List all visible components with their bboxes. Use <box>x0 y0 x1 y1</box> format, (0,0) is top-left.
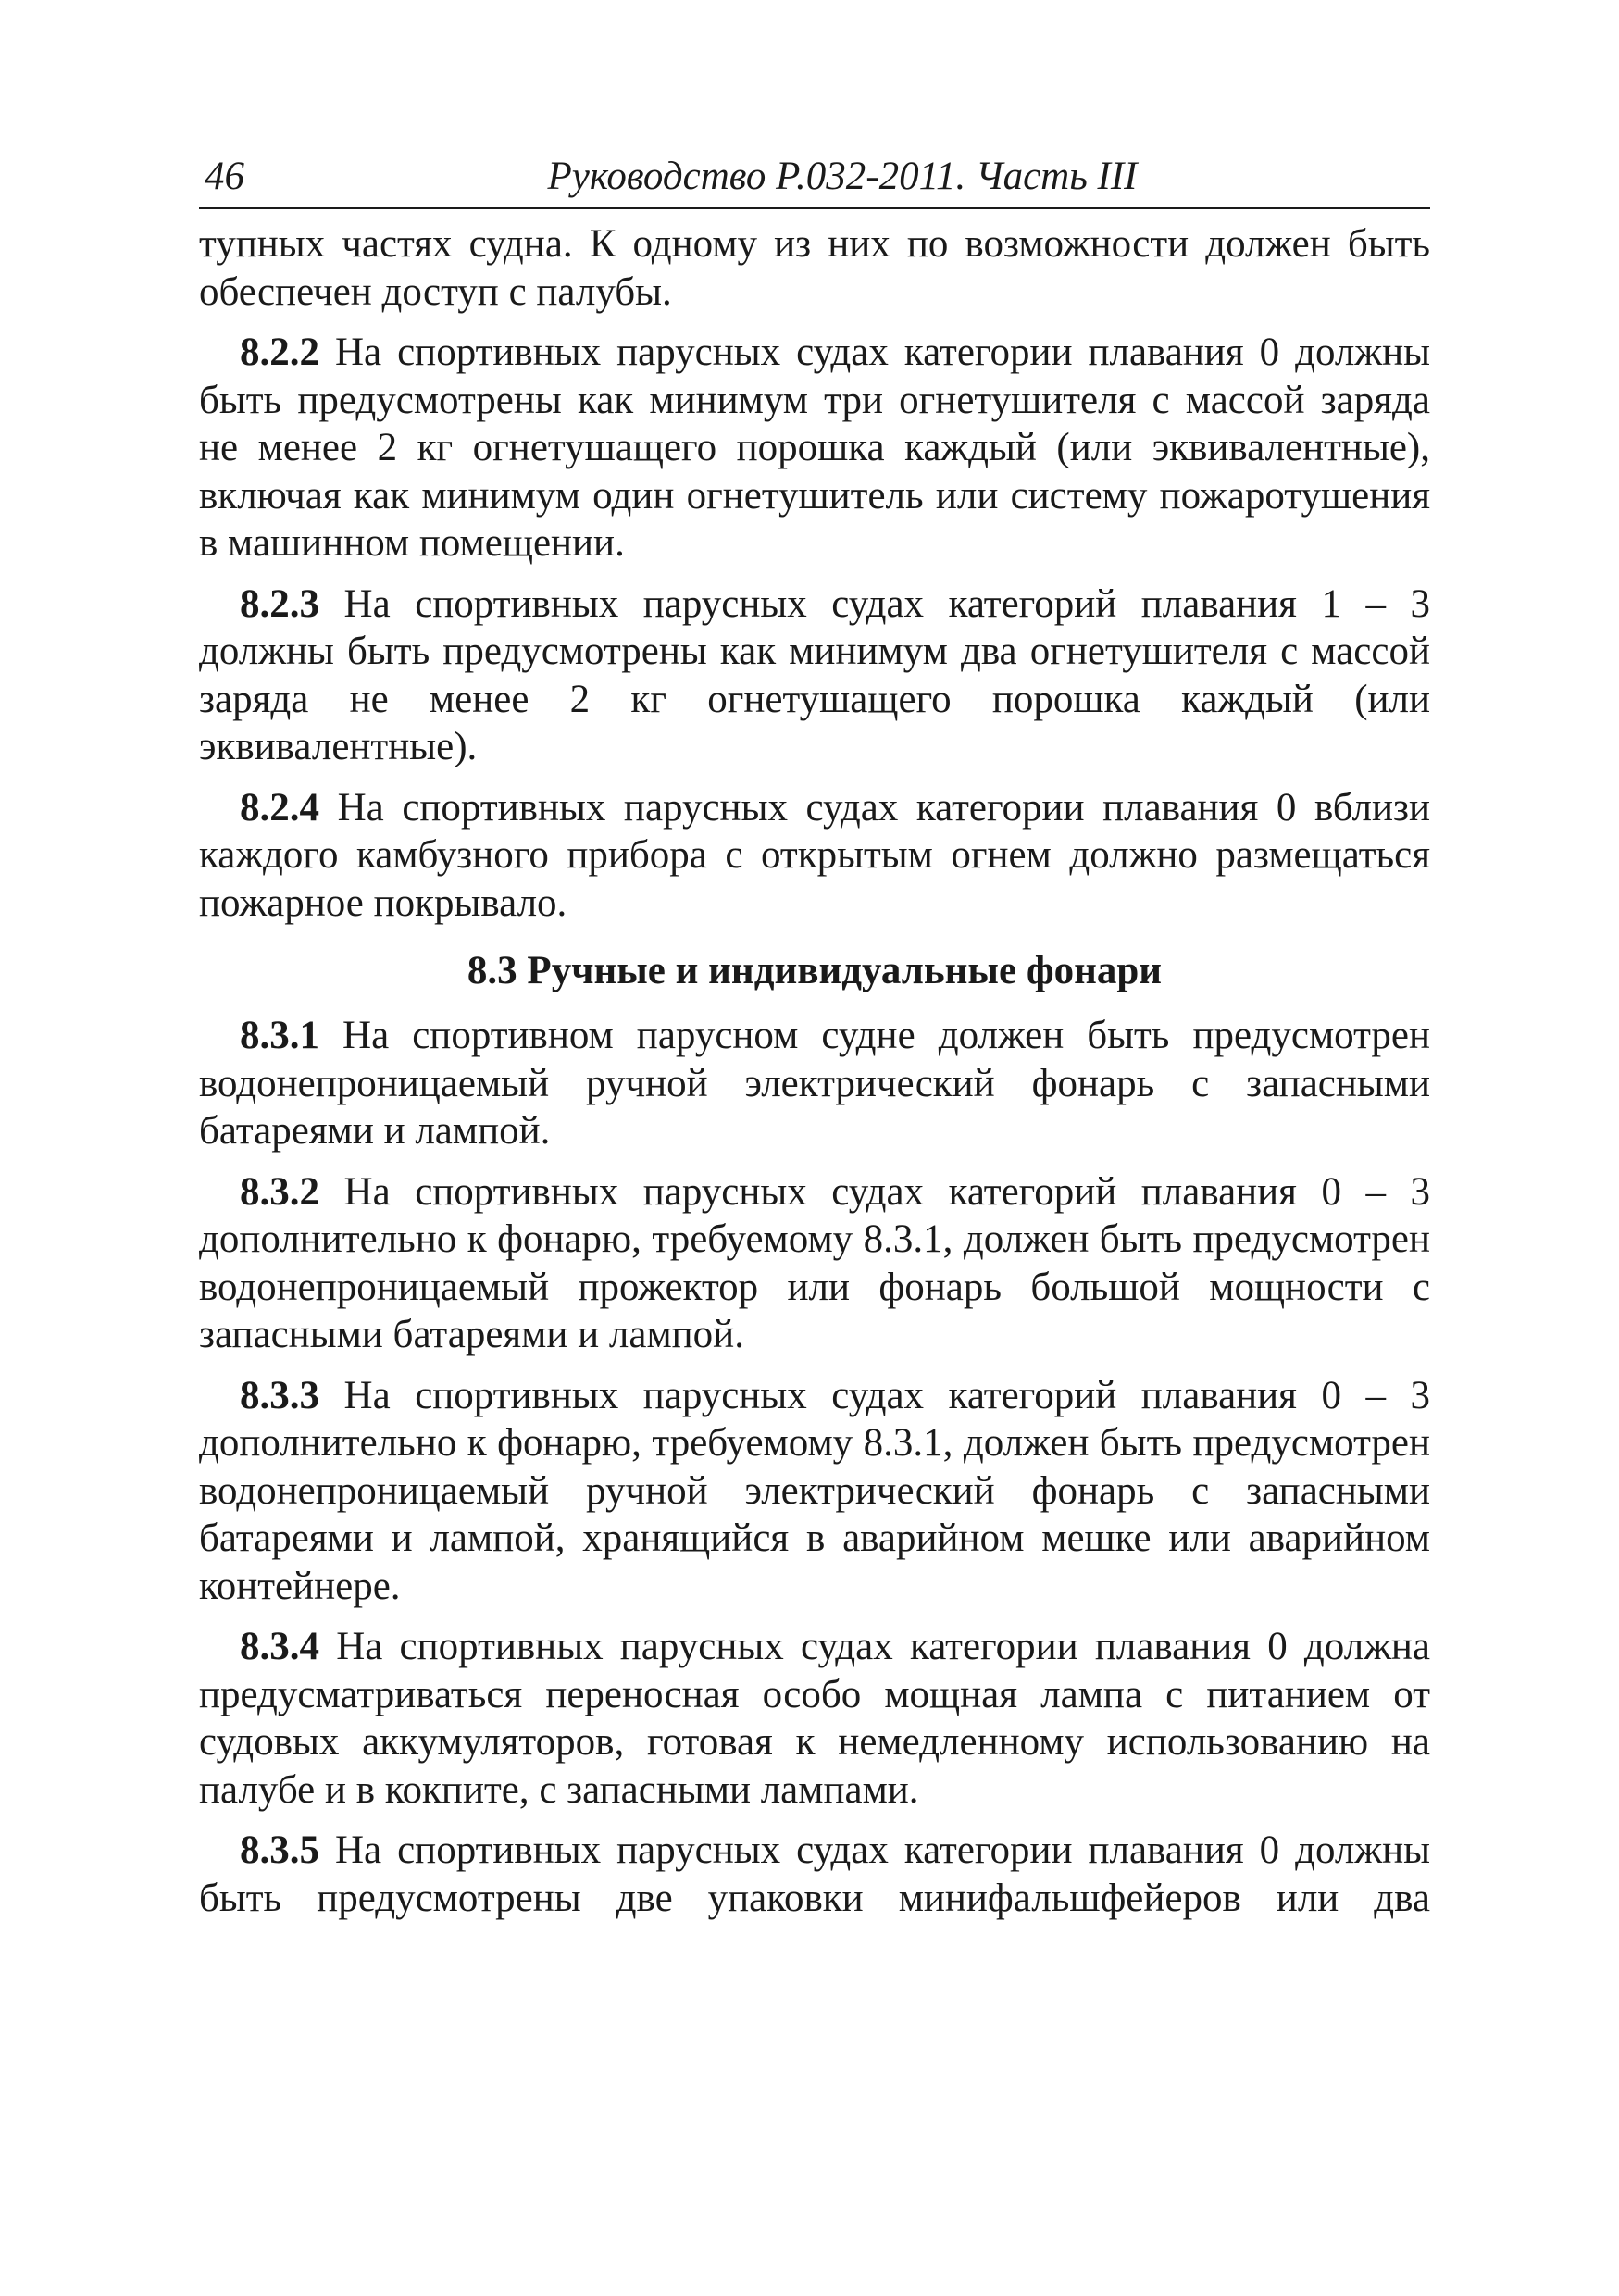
paragraph-8-3-3 <box>199 1372 1430 1611</box>
paragraph-8-2-3 <box>199 580 1430 771</box>
paragraph-number: 8.3.2 <box>240 1169 319 1214</box>
paragraph-text: На спортивных парусных судах категорий плавания 0 – 3 дополнительно к фонарю, требуемому 8.3.1, должен быть предусмотрен водонепроницаемый прожектор или фонарь большой мощности с запасными батареями и лампой. <box>199 1169 1431 1356</box>
paragraph-text: На спортивных парусных судах категории плавания 0 должна предусматриваться переносная особо мощная лампа с питанием от судовых аккумуляторов, готовая к немедленному использованию на палубе и в кокпите, с запасными лампами. <box>199 1625 1431 1812</box>
paragraph-text: На спортивных парусных судах категорий плавания 0 – 3 дополнительно к фонарю, требуемому 8.3.1, должен быть предусмотрен водонепроницаемый ручной электрический фонарь с запасными батареями и лампой, хранящийся в аварийном мешке или аварийном контейнере. <box>199 1373 1431 1608</box>
paragraph-text: На спортивных парусных судах категорий плавания 1 – 3 должны быть предусмотрены как минимум два огнетушителя с массой заряда не менее 2 кг огнетушащего порошка каждый (или эквивалентные). <box>199 581 1431 768</box>
running-header <box>199 148 1430 209</box>
page-body <box>199 220 1430 1922</box>
paragraph-number: 8.2.2 <box>240 331 319 374</box>
document-title: Руководство Р.032-2011. Часть III <box>547 155 1138 198</box>
paragraph-text: На спортивном парусном судне должен быть предусмотрен водонепроницаемый ручной электрический фонарь с запасными батареями и лампой. <box>199 1014 1431 1153</box>
page-number: 46 <box>205 155 244 198</box>
paragraph-8-3-2 <box>199 1168 1430 1359</box>
paragraph-text: На спортивных парусных судах категории плавания 0 должны быть предусмотрены две упаковки минифальшфейеров или два <box>199 1828 1431 1920</box>
paragraph-number: 8.3.1 <box>240 1014 319 1057</box>
paragraph-text: На спортивных парусных судах категории плавания 0 вблизи каждого камбузного прибора с открытым огнем должно размещаться пожарное покрывало. <box>199 785 1431 925</box>
section-heading-8-3: 8.3 Ручные и индивидуальные фонари <box>467 949 1163 992</box>
paragraph-8-3-5 <box>199 1827 1430 1922</box>
paragraph-8-3-1 <box>199 1012 1430 1155</box>
paragraph-number: 8.3.4 <box>240 1625 319 1668</box>
paragraph-text: На спортивных парусных судах категории плавания 0 должны быть предусмотрены как минимум три огнетушителя с массой заряда не менее 2 кг огнетушащего порошка каждый (или эквивалентные), включая как минимум один огнетушитель или систему пожаротушения в машинном помещении. <box>199 331 1431 565</box>
paragraph-number: 8.2.3 <box>240 581 319 626</box>
paragraph-8-2-2 <box>199 329 1430 568</box>
paragraph-number: 8.3.5 <box>240 1828 319 1872</box>
document-page <box>199 148 1430 1922</box>
paragraph-8-2-4 <box>199 784 1430 928</box>
continuation-paragraph: тупных частях судна. К одному из них по возможности должен быть обеспечен доступ с палубы. <box>199 222 1430 314</box>
paragraph-8-3-4 <box>199 1623 1430 1814</box>
paragraph-number: 8.3.3 <box>240 1373 319 1417</box>
paragraph-number: 8.2.4 <box>240 785 319 830</box>
